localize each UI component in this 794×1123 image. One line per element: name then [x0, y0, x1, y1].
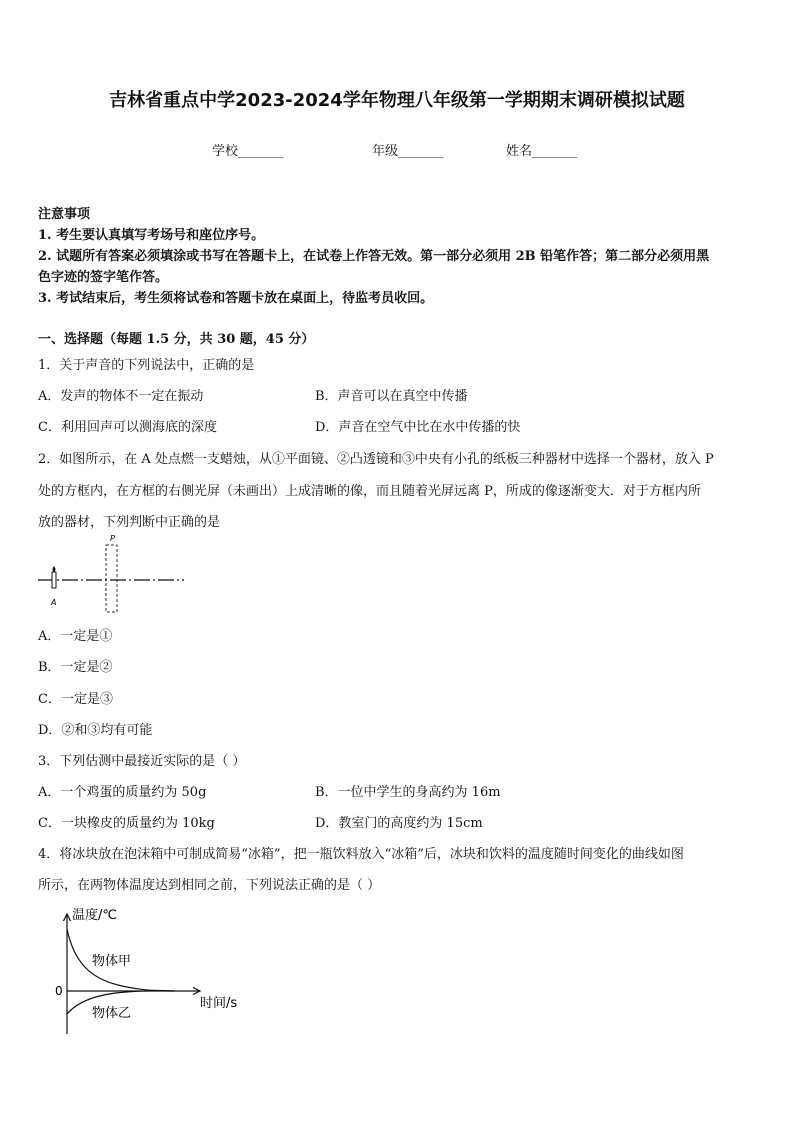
section-heading: 一、选择题（每题 1.5 分，共 30 题，45 分）: [38, 332, 315, 347]
q2-option-a: A．一定是①: [38, 629, 113, 644]
question-3-stem: 3．下列估测中最接近实际的是（ ）: [38, 754, 246, 769]
candle: [52, 572, 56, 588]
notice-item: 2. 试题所有答案必须填涂或书写在答题卡上，在试卷上作答无效。第一部分必须用 2B 铅笔作答；第二部分必须用黑: [38, 249, 710, 264]
p-box: [106, 545, 117, 612]
label-yi: 物体乙: [92, 1006, 132, 1021]
y-axis-label: 温度/℃: [72, 908, 117, 923]
q1-option-b: B．声音可以在真空中传播: [315, 389, 468, 404]
question-4-stem-line1: 4．将冰块放在泡沫箱中可制成简易“冰箱”，把一瓶饮料放入“冰箱”后，冰块和饮料的温度随时间变化的曲线如图: [38, 847, 684, 862]
origin-label: 0: [55, 984, 63, 998]
grade-field: 年级_______: [372, 144, 444, 159]
notice-item: 1. 考生要认真填写考场号和座位序号。: [38, 228, 265, 243]
fig-label-p: P: [110, 534, 115, 543]
page-title: 吉林省重点中学2023-2024学年物理八年级第一学期期末调研模拟试题: [109, 90, 685, 111]
notice-item: 色字迹的签字笔作答。: [38, 270, 169, 285]
school-field: 学校_______: [212, 144, 284, 159]
q1-option-c: C．利用回声可以测海底的深度: [38, 420, 217, 435]
flame-icon: [53, 566, 56, 572]
x-axis-label: 时间/s: [200, 996, 238, 1011]
q1-option-a: A．发声的物体不一定在振动: [38, 389, 204, 404]
label-jia: 物体甲: [92, 954, 132, 969]
question-2-stem-line2: 处的方框内，在方框的右侧光屏（未画出）上成清晰的像，而且随着光屏远离 P，所成的像逐渐变大．对于方框内所: [38, 484, 701, 499]
notice-item: 3. 考试结束后，考生须将试卷和答题卡放在桌面上，待监考员收回。: [38, 291, 434, 306]
question-4-stem-line2: 所示，在两物体温度达到相同之前，下列说法正确的是（ ）: [38, 878, 381, 893]
q2-option-d: D．②和③均有可能: [38, 723, 153, 738]
q2-option-b: B．一定是②: [38, 660, 113, 675]
notice-heading: 注意事项: [38, 207, 91, 222]
q2-figure: [30, 532, 200, 614]
name-field: 姓名_______: [506, 144, 578, 159]
question-2-stem-line1: 2．如图所示，在 A 处点燃一支蜡烛，从①平面镜、②凸透镜和③中央有小孔的纸板三种器材中选择一个器材，放入 P: [38, 452, 714, 467]
q3-option-d: D．教室门的高度约为 15cm: [315, 816, 483, 831]
q3-option-b: B．一位中学生的身高约为 16m: [315, 785, 501, 800]
fig-label-a: A: [51, 598, 57, 607]
q4-graph: [50, 902, 265, 1042]
q1-option-d: D．声音在空气中比在水中传播的快: [315, 420, 521, 435]
q2-option-c: C．一定是③: [38, 692, 113, 707]
question-2-stem-line3: 放的器材，下列判断中正确的是: [38, 515, 221, 530]
q3-option-c: C．一块橡皮的质量约为 10kg: [38, 816, 215, 831]
question-1-stem: 1．关于声音的下列说法中，正确的是: [38, 358, 255, 373]
q3-option-a: A．一个鸡蛋的质量约为 50g: [38, 785, 207, 800]
